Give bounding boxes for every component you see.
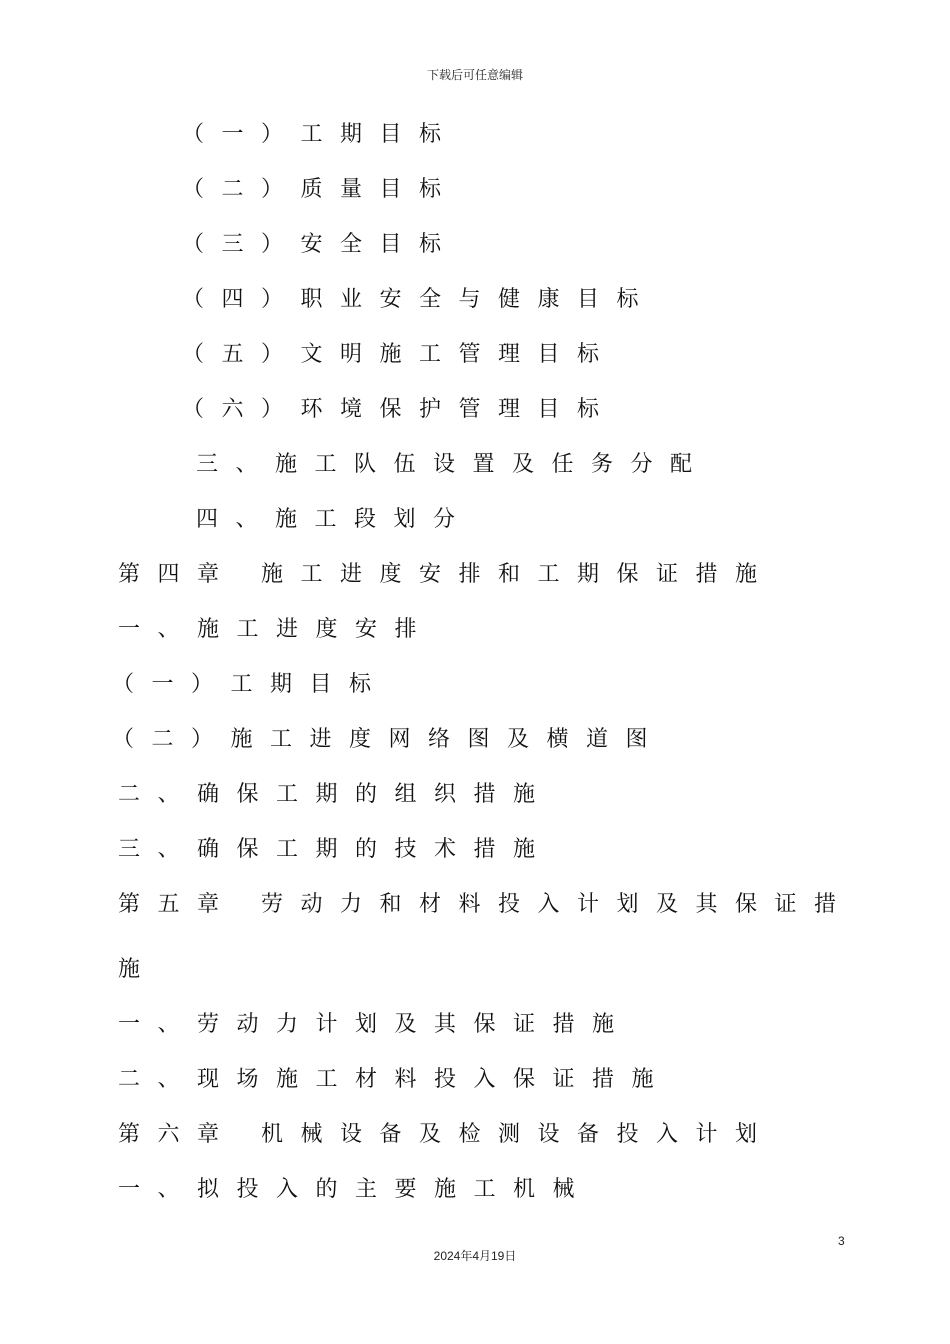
toc-chapter: 第五章 劳动力和材料投入计划及其保证措 [118, 892, 854, 917]
toc-entry: （五）文明施工管理目标 [182, 342, 617, 367]
toc-entry: 四、施工段划分 [196, 507, 473, 532]
toc-entry: 二、现场施工材料投入保证措施 [118, 1067, 672, 1092]
toc-entry: （二）施工进度网络图及横道图 [112, 727, 666, 752]
toc-chapter-continued: 施 [118, 957, 158, 982]
page-footer-date: 2024年4月19日 [433, 1249, 517, 1263]
toc-entry: 三、施工队伍设置及任务分配 [196, 452, 710, 477]
toc-entry: （二）质量目标 [182, 177, 459, 202]
page-number: 3 [838, 1234, 845, 1248]
toc-entry: （四）职业安全与健康目标 [182, 287, 657, 312]
toc-entry: （六）环境保护管理目标 [182, 397, 617, 422]
toc-entry: 一、拟投入的主要施工机械 [118, 1177, 593, 1202]
toc-chapter: 第四章 施工进度安排和工期保证措施 [118, 562, 775, 587]
toc-entry: （三）安全目标 [182, 232, 459, 257]
page-header: 下载后可任意编辑 [426, 68, 523, 82]
toc-entry: 二、确保工期的组织措施 [118, 782, 553, 807]
toc-chapter: 第六章 机械设备及检测设备投入计划 [118, 1122, 775, 1147]
toc-entry: 一、劳动力计划及其保证措施 [118, 1012, 632, 1037]
toc-entry: 三、确保工期的技术措施 [118, 837, 553, 862]
toc-entry: 一、施工进度安排 [118, 617, 435, 642]
toc-entry: （一）工期目标 [112, 672, 389, 697]
toc-entry: （一）工期目标 [182, 122, 459, 147]
